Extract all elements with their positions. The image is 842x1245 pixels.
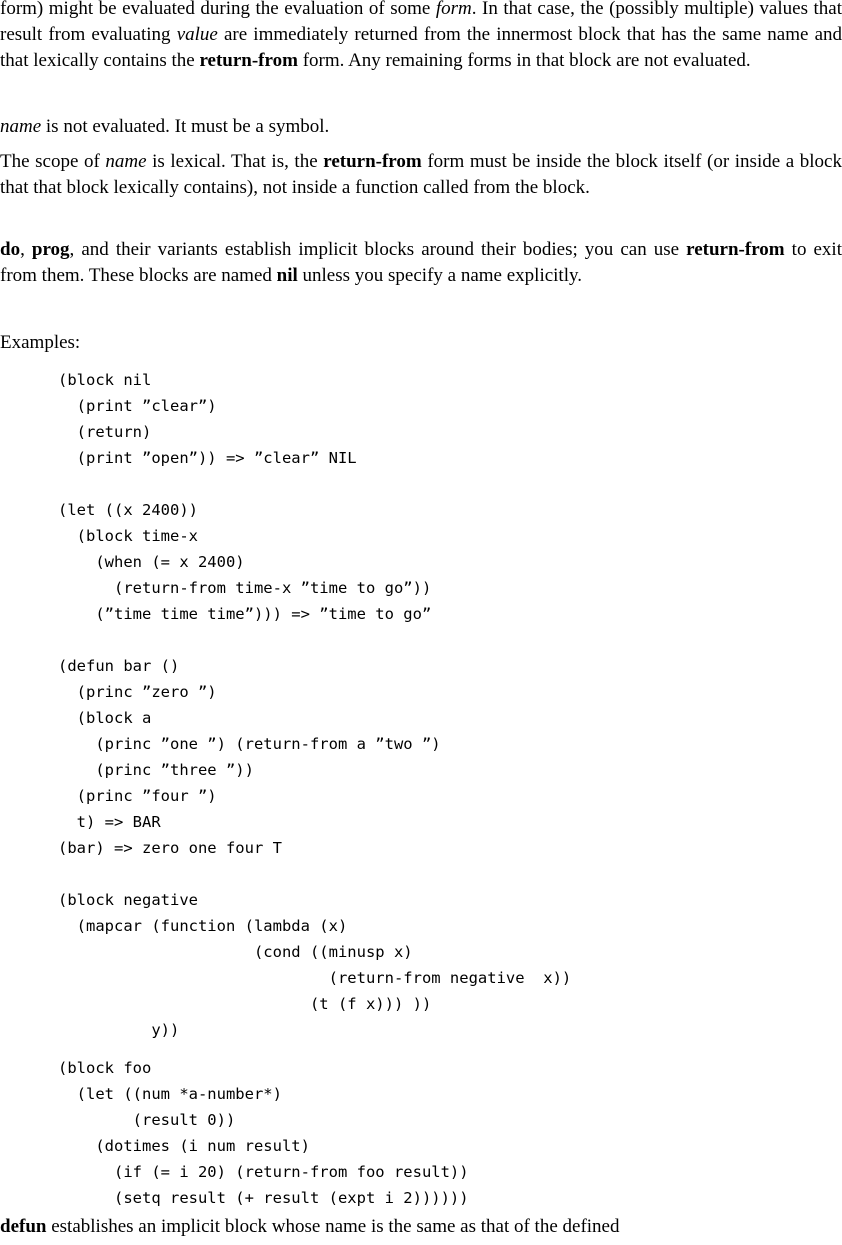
text-run: , and their variants establish implicit blocks around their bodies; you can use bbox=[69, 239, 687, 260]
paragraph-return-from-semantics bbox=[0, 0, 842, 74]
code-line: (defun bar () bbox=[58, 657, 180, 675]
code-line: (block time-x bbox=[58, 527, 198, 545]
paragraph-defun-implicit-block bbox=[0, 1214, 842, 1240]
text-run: The scope of bbox=[0, 151, 106, 172]
text-run: are immediately returned from the innermost block that has the same name and that lexically contains the bbox=[0, 24, 842, 71]
text-run: . In that case, the (possibly multiple) values that result from evaluating bbox=[0, 0, 842, 45]
code-line: (print ”open”)) => ”clear” NIL bbox=[58, 449, 357, 467]
text-run: , bbox=[20, 239, 32, 260]
bold-term: defun bbox=[0, 1216, 47, 1237]
code-example-block-1 bbox=[58, 367, 571, 1043]
text-run: Examples: bbox=[0, 332, 81, 353]
code-line: (return) bbox=[58, 423, 152, 441]
code-line: (when (= x 2400) bbox=[58, 553, 245, 571]
code-line: (”time time time”))) => ”time to go” bbox=[58, 605, 432, 623]
code-example-block-foo bbox=[58, 1055, 469, 1211]
code-line: (block a bbox=[58, 709, 152, 727]
bold-term: return-from bbox=[199, 50, 298, 71]
code-line: (print ”clear”) bbox=[58, 397, 217, 415]
code-line: (result 0)) bbox=[58, 1111, 236, 1129]
text-run: establishes an implicit block whose name is the same as that of the defined bbox=[46, 1216, 620, 1237]
code-line: (dotimes (i num result) bbox=[58, 1137, 310, 1155]
paragraph-implicit-blocks bbox=[0, 237, 842, 289]
code-line: (princ ”three ”)) bbox=[58, 761, 254, 779]
bold-term: do bbox=[0, 239, 21, 260]
code-line: (princ ”zero ”) bbox=[58, 683, 217, 701]
paragraph-lexical-scope bbox=[0, 149, 842, 201]
code-line: (setq result (+ result (expt i 2)))))) bbox=[58, 1189, 469, 1207]
italic-term: value bbox=[176, 24, 218, 45]
paragraph-examples-heading bbox=[0, 330, 842, 356]
code-line: t) => BAR bbox=[58, 813, 161, 831]
text-run: form must be inside the block itself (or inside a block that that block lexically contains), not inside a function called from the block. bbox=[0, 151, 842, 198]
italic-term: name bbox=[0, 116, 42, 137]
text-run: form. Any remaining forms in that block are not evaluated. bbox=[297, 50, 751, 71]
code-line: (block foo bbox=[58, 1059, 152, 1077]
code-line: y)) bbox=[58, 1021, 180, 1039]
paragraph-name-not-evaluated bbox=[0, 114, 842, 140]
code-line: (if (= i 20) (return-from foo result)) bbox=[58, 1163, 469, 1181]
code-line: (let ((num *a-number*) bbox=[58, 1085, 282, 1103]
code-line: (t (f x))) )) bbox=[58, 995, 432, 1013]
code-line: (block negative bbox=[58, 891, 198, 909]
code-line: (bar) => zero one four T bbox=[58, 839, 282, 857]
bold-term: prog bbox=[31, 239, 70, 260]
code-line: (princ ”four ”) bbox=[58, 787, 217, 805]
text-run: is not evaluated. It must be a symbol. bbox=[41, 116, 330, 137]
bold-term: return-from bbox=[686, 239, 785, 260]
text-run: to exit from them. These blocks are named bbox=[0, 239, 842, 286]
code-line: (mapcar (function (lambda (x) bbox=[58, 917, 348, 935]
code-line: (let ((x 2400)) bbox=[58, 501, 198, 519]
bold-term: return-from bbox=[323, 151, 422, 172]
italic-term: name bbox=[105, 151, 147, 172]
italic-term: form bbox=[435, 0, 472, 19]
text-run: unless you specify a name explicitly. bbox=[297, 265, 583, 286]
code-line: (return-from time-x ”time to go”)) bbox=[58, 579, 432, 597]
text-run: form) might be evaluated during the evaluation of some bbox=[0, 0, 436, 19]
code-line: (princ ”one ”) (return-from a ”two ”) bbox=[58, 735, 441, 753]
bold-term: nil bbox=[276, 265, 298, 286]
code-line: (block nil bbox=[58, 371, 152, 389]
code-line: (cond ((minusp x) bbox=[58, 943, 413, 961]
text-run: is lexical. That is, the bbox=[146, 151, 324, 172]
code-line: (return-from negative x)) bbox=[58, 969, 572, 987]
